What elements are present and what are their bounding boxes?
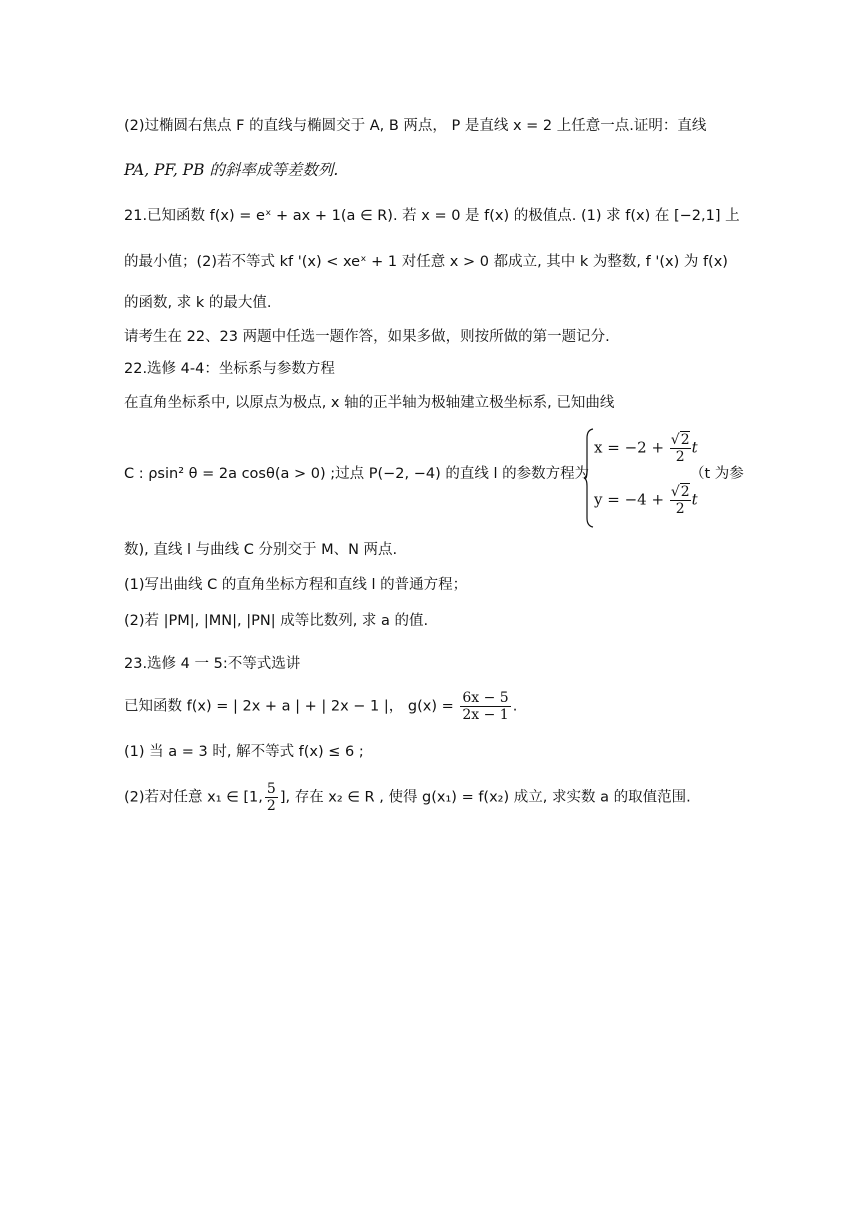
q23-part2-b: ], 存在 x₂ ∈ R , 使得 g(x₁) = f(x₂) 成立, 求实数 a 的取值范围. [279, 789, 691, 806]
q22-title: 22.选修 4-4：坐标系与参数方程 [124, 361, 335, 377]
left-brace [584, 428, 594, 528]
sys-den-y: 2 [675, 501, 685, 517]
q22-part2: (2)若 |PM|, |MN|, |PN| 成等比数列, 求 a 的值. [124, 613, 429, 629]
sys-t-y: t [691, 490, 698, 509]
q21-line2: 的最小值；(2)若不等式 kf '(x) < xeˣ + 1 对任意 x > 0 都成立, 其中 k 为整数, f '(x) 为 f(x) [124, 254, 728, 270]
sys-num-y: 2 [680, 484, 690, 500]
q22-param-note: （t 为参 [690, 466, 744, 482]
selection-notice: 请考生在 22、23 两题中任选一题作答，如果多做，则按所做的第一题记分. [124, 329, 610, 345]
q23-intro-text: 已知函数 f(x) = | 2x + a | + | 2x − 1 |， g(x) = [124, 698, 454, 715]
g-numerator: 6x − 5 [462, 690, 509, 706]
q21-line3: 的函数, 求 k 的最大值. [124, 295, 272, 311]
sys-x-prefix: x = −2 + [594, 438, 665, 457]
g-fraction [460, 690, 510, 723]
q23-part1: (1) 当 a = 3 时, 解不等式 f(x) ≤ 6 ; [124, 744, 364, 760]
q20-part2-line2: PA, PF, PB 的斜率成等差数列. [124, 161, 339, 179]
sys-y-prefix: y = −4 + [594, 490, 665, 509]
q23-title: 23.选修 4 一 5:不等式选讲 [124, 656, 301, 672]
sys-row-x [594, 432, 698, 465]
sqrt2-over-2-y: $\frac{√2}{2}$ [670, 484, 690, 517]
q22-part1: (1)写出曲线 C 的直角坐标方程和直线 l 的普通方程； [124, 577, 468, 593]
sys-num-x: 2 [680, 432, 690, 448]
q22-curve: C : ρsin² θ = 2a cosθ(a > 0) ;过点 P(−2, −4) 的直线 l 的参数方程为 [124, 466, 590, 482]
q22-continuation: 数), 直线 l 与曲线 C 分别交于 M、N 两点. [124, 542, 398, 558]
frac-denominator: 2 [266, 798, 276, 814]
sys-den-x: 2 [675, 449, 685, 465]
q23-part2-a: (2)若对任意 x₁ ∈ [1, [124, 789, 263, 806]
sqrt2-over-2-x: $\frac{√2}{2}$ [670, 432, 690, 465]
q21-line1: 21.已知函数 f(x) = eˣ + ax + 1(a ∈ R). 若 x = 0 是 f(x) 的极值点. (1) 求 f(x) 在 [−2,1] 上 [124, 208, 740, 224]
q22-intro: 在直角坐标系中, 以原点为极点, x 轴的正半轴为极轴建立极坐标系, 已知曲线 [124, 395, 615, 411]
sys-row-y [594, 484, 698, 517]
five-halves-fraction [265, 781, 278, 814]
frac-numerator: 5 [266, 781, 276, 797]
q23-intro: 已知函数 f(x) = | 2x + a | + | 2x − 1 |， g(x) = $\frac{6x - 5}{2x - 1}$ . [124, 690, 518, 723]
g-denominator: 2x − 1 [462, 707, 509, 723]
q20-part2-line1: (2)过椭圆右焦点 F 的直线与椭圆交于 A, B 两点， P 是直线 x = 2 上任意一点.证明：直线 [124, 118, 707, 134]
sys-t-x: t [691, 438, 698, 457]
q23-part2 [124, 781, 691, 814]
